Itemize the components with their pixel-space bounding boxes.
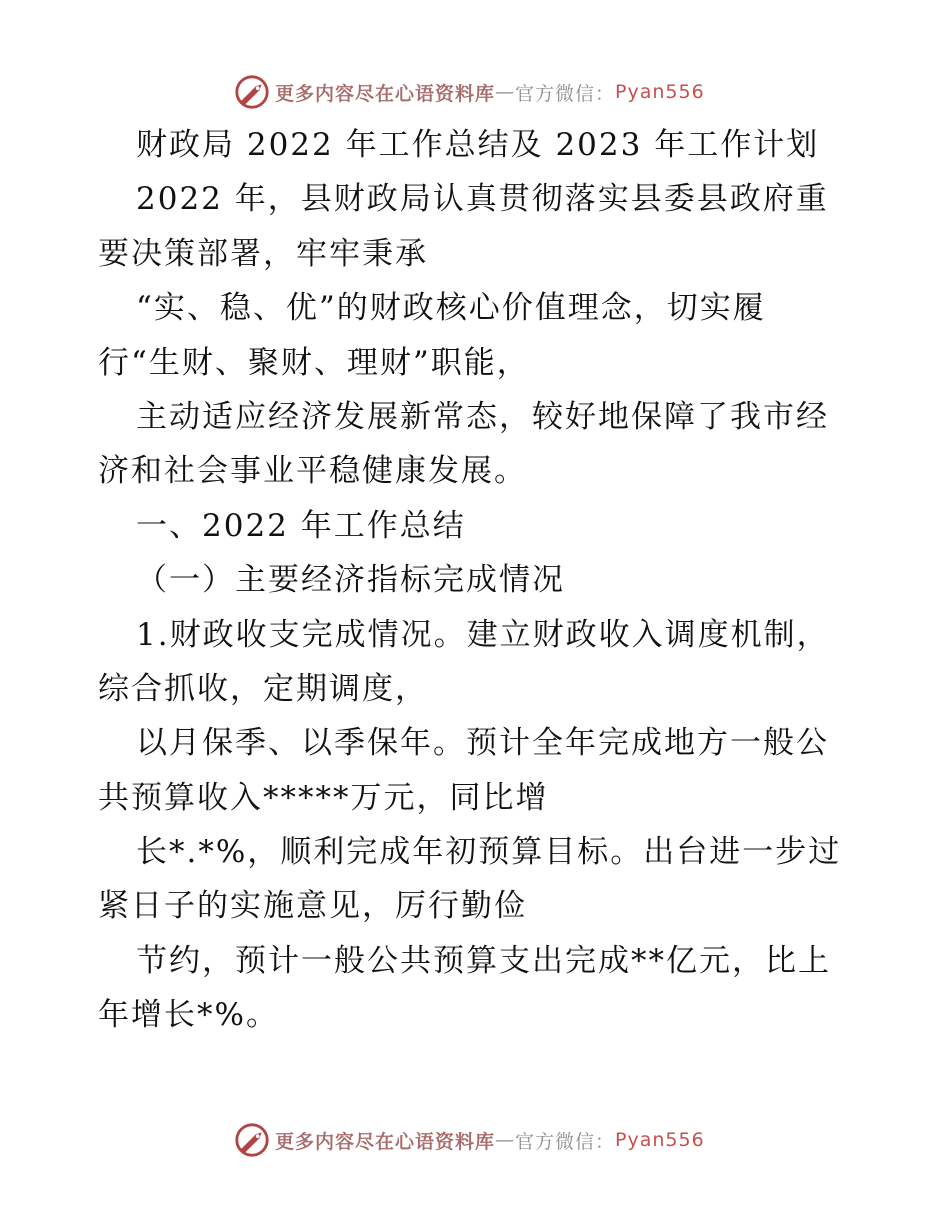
watermark-separator: —: [495, 81, 516, 103]
pen-nib-circle-icon: [233, 73, 271, 111]
watermark-sub-text: 官方微信：: [515, 1130, 616, 1153]
pen-nib-circle-icon: [233, 1121, 271, 1159]
section-heading: 一、2022 年工作总结: [136, 507, 466, 544]
paragraph-line: 紧日子的实施意见，厉行勤俭: [98, 888, 527, 925]
subsection-heading: （一）主要经济指标完成情况: [136, 562, 565, 599]
paragraph-line: 行“生财、聚财、理财”职能，: [98, 344, 530, 381]
paragraph-line: “实、稳、优”的财政核心价值理念，切实履: [136, 290, 766, 327]
paragraph-line: 长*.*%，顺利完成年初预算目标。出台进一步过: [136, 834, 842, 871]
document-title: 财政局 2022 年工作总结及 2023 年工作计划: [136, 127, 820, 163]
paragraph-line: 年增长*%。: [98, 997, 279, 1034]
paragraph-line: 2022 年，县财政局认真贯彻落实县委县政府重: [136, 181, 829, 218]
watermark-header: [233, 72, 753, 112]
paragraph-line: 节约，预计一般公共预算支出完成**亿元，比上: [136, 942, 831, 979]
watermark-separator: —: [495, 1129, 516, 1151]
watermark-sub-text: 官方微信：: [515, 82, 616, 105]
paragraph-line: 要决策部署，牢牢秉承: [98, 235, 428, 272]
paragraph-line: 综合抓收，定期调度，: [98, 670, 428, 707]
watermark-footer: [233, 1120, 753, 1160]
paragraph-line: 1.财政收支完成情况。建立财政收入调度机制，: [136, 616, 830, 653]
watermark-wechat-id: Pyan556: [615, 1129, 705, 1151]
paragraph-line: 主动适应经济发展新常态，较好地保障了我市经: [136, 398, 829, 435]
paragraph-line: 以月保季、以季保年。预计全年完成地方一般公: [136, 725, 829, 762]
watermark-main-text: 更多内容尽在心语资料库: [275, 82, 496, 105]
paragraph-line: 共预算收入*****万元，同比增: [98, 779, 549, 816]
watermark-wechat-id: Pyan556: [615, 81, 705, 103]
document-body: [98, 118, 858, 1043]
watermark-main-text: 更多内容尽在心语资料库: [275, 1130, 496, 1153]
paragraph-line: 济和社会事业平稳健康发展。: [98, 453, 527, 490]
